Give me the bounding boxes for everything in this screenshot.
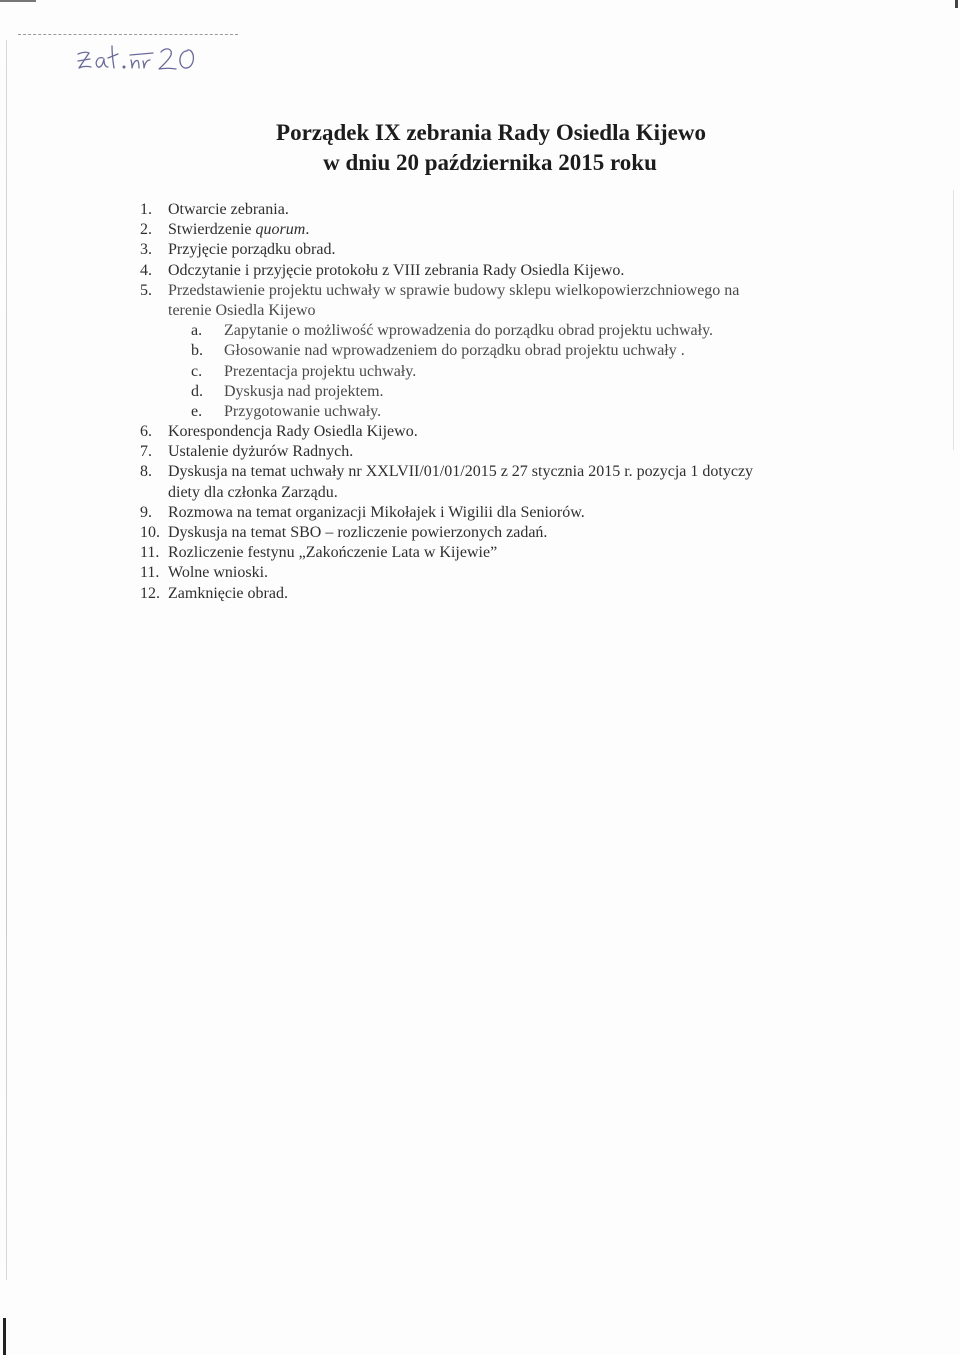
- item-letter: c.: [191, 362, 203, 380]
- agenda-item-3: [140, 240, 860, 260]
- item-number: 1.: [140, 201, 152, 218]
- item-number: 8.: [140, 463, 152, 481]
- agenda-list: [140, 200, 860, 604]
- item-number: 11.: [140, 564, 160, 582]
- item-number: 3.: [140, 241, 152, 259]
- scan-corner-mark: [955, 0, 958, 8]
- item-text: Przedstawienie projektu uchwały w sprawie budowy sklepu wielkopowierzchniowego na: [168, 281, 740, 299]
- item-text: Otwarcie zebrania.: [168, 201, 289, 218]
- item-text: Ustalenie dyżurów Radnych.: [168, 443, 354, 461]
- agenda-item-11b: [140, 563, 860, 583]
- item-text: Głosowanie nad wprowadzeniem do porządku obrad projektu uchwały .: [224, 342, 685, 360]
- item-text: Przyjęcie porządku obrad.: [168, 241, 336, 259]
- item-text-continuation: diety dla członka Zarządu.: [168, 483, 338, 501]
- item-text: Wolne wnioski.: [168, 564, 269, 582]
- item-text: Przygotowanie uchwały.: [224, 402, 382, 420]
- item-text-pre: Stwierdzenie: [168, 221, 256, 239]
- item-text: Prezentacja projektu uchwały.: [224, 362, 417, 380]
- item-letter: d.: [191, 382, 203, 400]
- item-number: 5.: [140, 281, 152, 299]
- agenda-item-9: [140, 503, 860, 523]
- item-text: Zapytanie o możliwość wprowadzenia do porządku obrad projektu uchwały.: [224, 322, 714, 340]
- item-text: Dyskusja na temat SBO – rozliczenie powierzonych zadań.: [168, 524, 548, 541]
- item-text: Zamknięcie obrad.: [168, 584, 288, 602]
- item-text: [168, 220, 309, 240]
- agenda-item-5: [140, 281, 860, 301]
- title-line-2: w dniu 20 października 2015 roku: [323, 150, 657, 175]
- item-text-italic: quorum: [255, 221, 306, 239]
- scan-left-edge: [6, 40, 7, 1280]
- item-number: 10.: [140, 524, 160, 541]
- item-text: Rozliczenie festynu „Zakończenie Lata w Kijewie”: [168, 544, 498, 562]
- item-text: Rozmowa na temat organizacji Mikołajek i Wigilii dla Seniorów.: [168, 503, 585, 521]
- item-letter: b.: [191, 342, 203, 360]
- agenda-item-4: [140, 261, 860, 281]
- agenda-item-2: [140, 220, 860, 240]
- agenda-item-8: [140, 462, 860, 482]
- agenda-item-6: [140, 422, 860, 442]
- item-letter: a.: [191, 322, 203, 340]
- item-number: 9.: [140, 503, 152, 521]
- agenda-item-8-continuation: [140, 483, 860, 503]
- item-text: Dyskusja na temat uchwały nr XXLVII/01/01/2015 z 27 stycznia 2015 r. pozycja 1 dotyczy: [168, 463, 754, 481]
- item-letter: e.: [191, 402, 203, 420]
- agenda-subitem-c: [140, 362, 860, 382]
- scan-binding-mark: [3, 1318, 6, 1355]
- item-text-post: .: [305, 221, 310, 239]
- item-number: 7.: [140, 443, 152, 461]
- handwriting-zal-nr-20-icon: [75, 38, 215, 78]
- agenda-subitem-d: [140, 382, 860, 402]
- item-number: 12.: [140, 584, 160, 602]
- item-number: 4.: [140, 261, 152, 279]
- agenda-item-1: [140, 200, 860, 220]
- agenda-subitem-e: [140, 402, 860, 422]
- item-number: 6.: [140, 423, 152, 441]
- item-number: 11.: [140, 544, 160, 562]
- scan-edge-line: [0, 0, 960, 2]
- handwritten-annotation: [75, 38, 215, 78]
- agenda-item-5-continuation: [140, 301, 860, 321]
- item-text: Dyskusja nad projektem.: [224, 382, 384, 400]
- agenda-item-12: [140, 584, 860, 604]
- agenda-item-7: [140, 442, 860, 462]
- item-text: Odczytanie i przyjęcie protokołu z VIII zebrania Rady Osiedla Kijewo.: [168, 261, 625, 279]
- item-text-continuation: terenie Osiedla Kijewo: [168, 301, 316, 319]
- scan-dashed-line: [18, 34, 238, 35]
- title-line-1: Porządek IX zebrania Rady Osiedla Kijewo: [276, 120, 706, 145]
- document-title: [0, 118, 960, 178]
- agenda-subitem-a: [140, 321, 860, 341]
- agenda-item-10: [140, 523, 860, 543]
- item-number: 2.: [140, 221, 152, 239]
- scan-right-edge: [953, 190, 954, 450]
- item-text: Korespondencja Rady Osiedla Kijewo.: [168, 423, 418, 441]
- agenda-item-11a: [140, 543, 860, 563]
- agenda-subitem-b: [140, 341, 860, 361]
